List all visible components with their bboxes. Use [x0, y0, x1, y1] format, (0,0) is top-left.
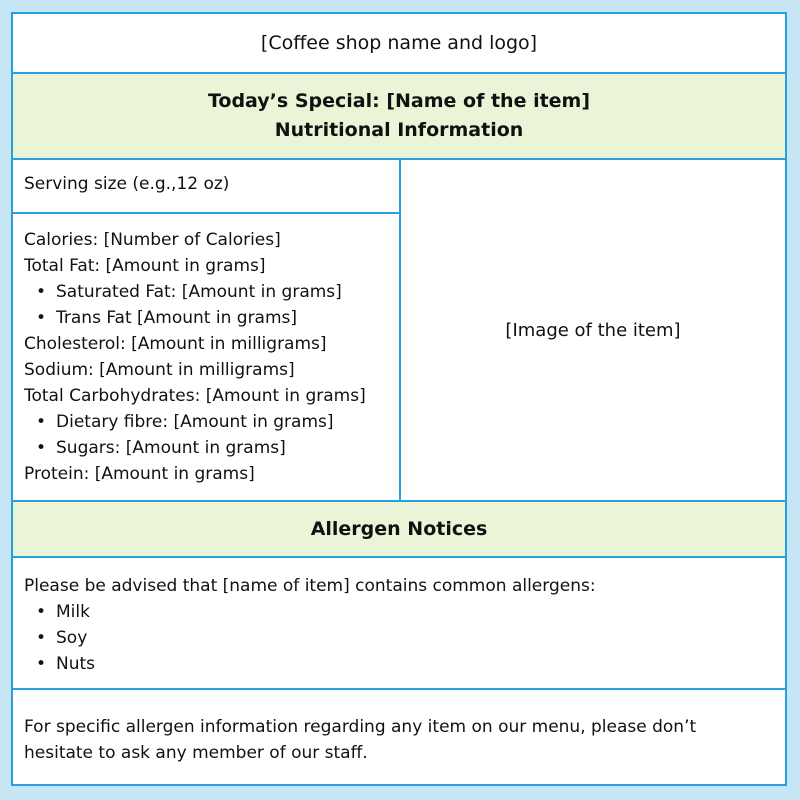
- bullet-icon: •: [36, 412, 47, 432]
- allergen-item: [24, 651, 785, 677]
- nutrient-list: [13, 214, 399, 487]
- saturated-fat-text: Saturated Fat: [Amount in grams]: [56, 282, 342, 302]
- allergen-nuts: Nuts: [56, 654, 96, 674]
- trans-fat-item: [24, 305, 399, 331]
- title-band: [13, 74, 785, 160]
- item-image-placeholder: [401, 160, 785, 500]
- saturated-fat-item: [24, 279, 399, 305]
- shop-name-logo-placeholder: [Coffee shop name and logo]: [260, 32, 538, 54]
- nutrition-section: [13, 160, 785, 502]
- allergen-milk: Milk: [56, 602, 90, 622]
- calories-line: Calories: [Number of Calories]: [24, 230, 281, 250]
- shop-header: [13, 14, 785, 74]
- dietary-fibre-item: [24, 409, 399, 435]
- item-image-label: [Image of the item]: [505, 319, 681, 341]
- allergen-intro: Please be advised that [name of item] contains common allergens:: [24, 576, 596, 596]
- protein-line: Protein: [Amount in grams]: [24, 464, 255, 484]
- sugars-item: [24, 435, 399, 461]
- bullet-icon: •: [36, 602, 47, 622]
- allergen-heading-band: [13, 502, 785, 558]
- bullet-icon: •: [36, 628, 47, 648]
- allergen-heading: Allergen Notices: [310, 518, 488, 540]
- total-fat-line: Total Fat: [Amount in grams]: [24, 256, 266, 276]
- bullet-icon: •: [36, 282, 47, 302]
- staff-notice-text: For specific allergen information regarding any item on our menu, please don’t hesitate to ask any member of our staff.: [24, 717, 697, 763]
- bullet-icon: •: [36, 438, 47, 458]
- sodium-line: Sodium: [Amount in milligrams]: [24, 360, 295, 380]
- nutrition-facts-column: [13, 160, 401, 500]
- allergen-item: [24, 625, 785, 651]
- cholesterol-line: Cholesterol: [Amount in milligrams]: [24, 334, 327, 354]
- special-title: Today’s Special: [Name of the item]: [207, 90, 591, 112]
- total-carbohydrates-line: Total Carbohydrates: [Amount in grams]: [24, 386, 366, 406]
- serving-size: Serving size (e.g.,12 oz): [13, 160, 399, 214]
- allergen-section: [13, 558, 785, 690]
- bullet-icon: •: [36, 308, 47, 328]
- trans-fat-text: Trans Fat [Amount in grams]: [56, 308, 298, 328]
- staff-notice: [13, 690, 785, 786]
- dietary-fibre-text: Dietary fibre: [Amount in grams]: [56, 412, 334, 432]
- allergen-soy: Soy: [56, 628, 88, 648]
- nutrition-card: [11, 12, 787, 786]
- allergen-item: [24, 599, 785, 625]
- nutrition-subtitle: Nutritional Information: [274, 119, 524, 141]
- bullet-icon: •: [36, 654, 47, 674]
- sugars-text: Sugars: [Amount in grams]: [56, 438, 286, 458]
